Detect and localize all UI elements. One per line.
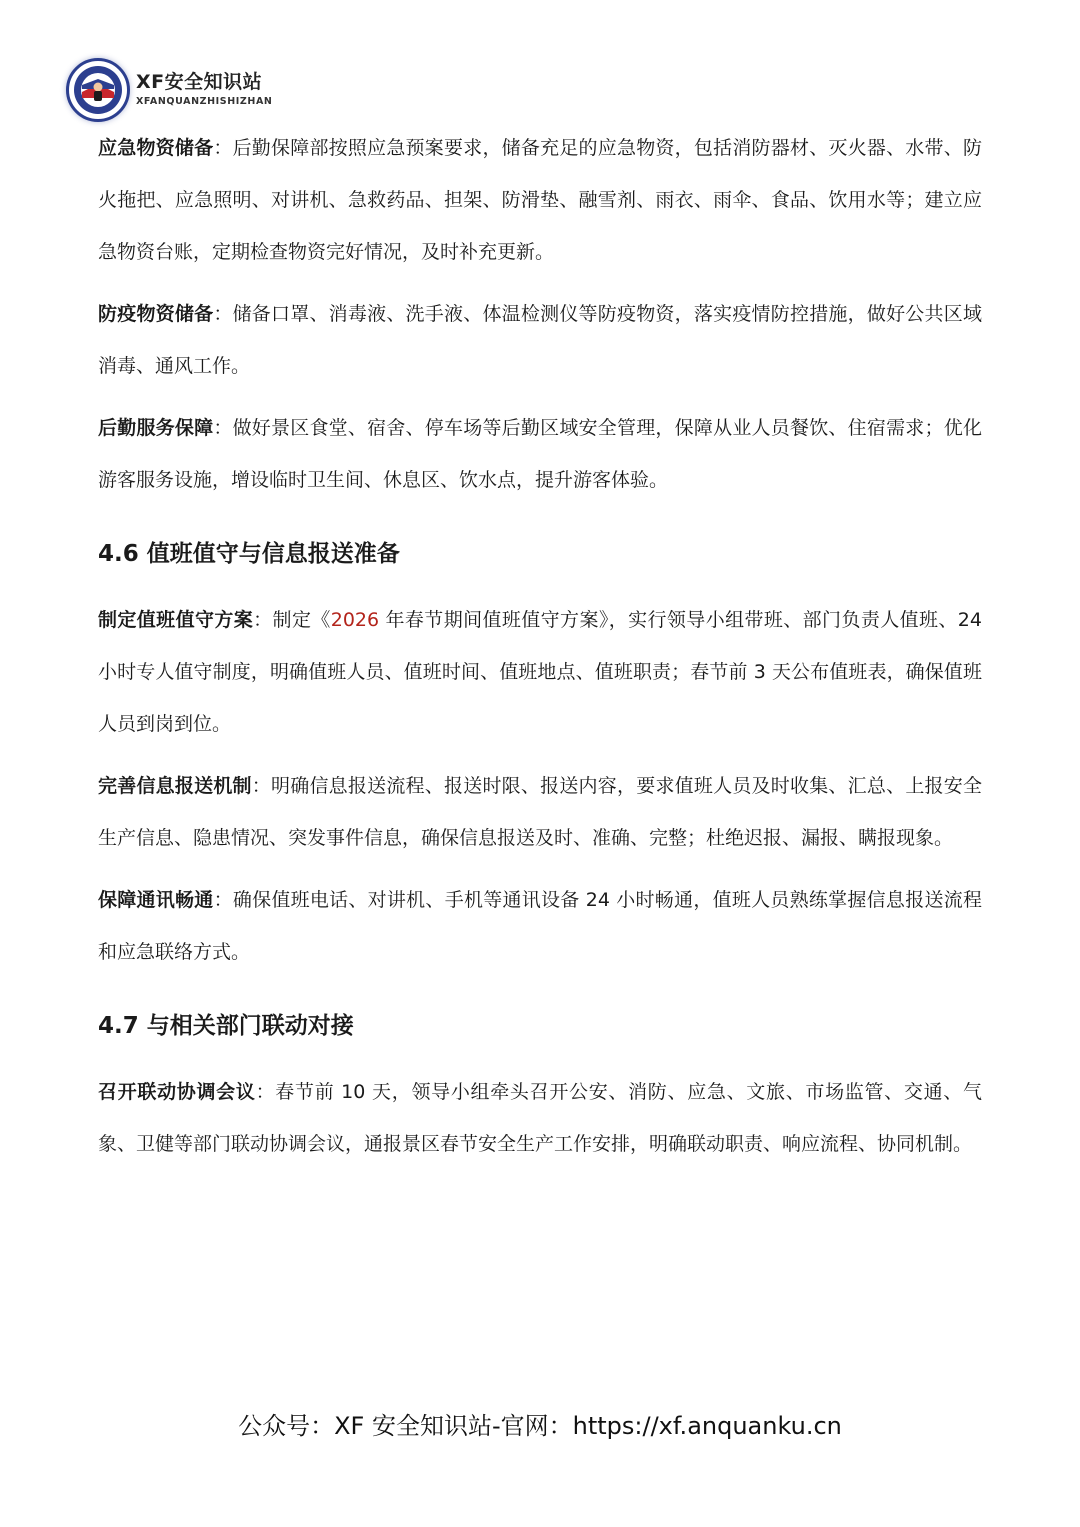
paragraph-emergency-supplies bbox=[98, 122, 982, 278]
site-logo bbox=[66, 58, 272, 122]
paragraph-text: 年春节期间值班值守方案》，实行领导小组带班、部门负责人值班、24 小时专人值守制度，明确值班人员、值班时间、值班地点、值班职责；春节前 3 天公布值班表，确保值班人员到岗到位。 bbox=[98, 609, 982, 735]
term-label: 应急物资储备 bbox=[98, 137, 214, 159]
logo-subtitle: XFANQUANZHISHIZHAN bbox=[136, 96, 273, 108]
section-heading-4-6: 4.6 值班值守与信息报送准备 bbox=[98, 541, 400, 567]
term-separator: ： bbox=[213, 137, 233, 159]
term-label: 完善信息报送机制 bbox=[98, 775, 252, 797]
paragraph-epidemic-supplies bbox=[98, 288, 982, 392]
term-separator: ： bbox=[213, 303, 233, 325]
term-label: 保障通讯畅通 bbox=[98, 889, 214, 911]
term-separator: ： bbox=[255, 1081, 276, 1103]
paragraph-communication bbox=[98, 874, 982, 978]
paragraph-text: 做好景区食堂、宿舍、停车场等后勤区域安全管理，保障从业人员餐饮、住宿需求；优化游客服务设施，增设临时卫生间、休息区、饮水点，提升游客体验。 bbox=[98, 417, 982, 491]
paragraph-logistics-service bbox=[98, 402, 982, 506]
paragraph-text: 储备口罩、消毒液、洗手液、体温检测仪等防疫物资，落实疫情防控措施，做好公共区域消毒、通风工作。 bbox=[98, 303, 982, 377]
logo-text bbox=[136, 73, 272, 107]
section-heading-4-7: 4.7 与相关部门联动对接 bbox=[98, 1013, 354, 1039]
paragraph-duty-plan bbox=[98, 594, 982, 750]
term-label: 后勤服务保障 bbox=[98, 417, 214, 439]
paragraph-text: 确保值班电话、对讲机、手机等通讯设备 24 小时畅通，值班人员熟练掌握信息报送流程和应急联络方式。 bbox=[98, 889, 982, 963]
term-label: 制定值班值守方案 bbox=[98, 609, 254, 631]
paragraph-text-pre: 制定《 bbox=[272, 609, 331, 631]
highlight-year: 2026 bbox=[330, 609, 380, 631]
term-separator: ： bbox=[253, 609, 273, 631]
badge-emblem-icon bbox=[73, 65, 123, 115]
paragraph-text: 后勤保障部按照应急预案要求，储备充足的应急物资，包括消防器材、灭火器、水带、防火拖把、应急照明、对讲机、急救药品、担架、防滑垫、融雪剂、雨衣、雨伞、食品、饮用水等；建立应急物资台账，定期检查物资完好情况，及时补充更新。 bbox=[98, 137, 982, 263]
document-body bbox=[98, 122, 982, 1180]
term-label: 召开联动协调会议 bbox=[98, 1081, 256, 1103]
logo-title: XF安全知识站 bbox=[136, 71, 263, 94]
term-separator: ： bbox=[251, 775, 272, 797]
paragraph-info-reporting bbox=[98, 760, 982, 864]
paragraph-text: 明确信息报送流程、报送时限、报送内容，要求值班人员及时收集、汇总、上报安全生产信息、隐患情况、突发事件信息，确保信息报送及时、准确、完整；杜绝迟报、漏报、瞒报现象。 bbox=[98, 775, 982, 849]
logo-badge-icon bbox=[66, 58, 130, 122]
term-separator: ： bbox=[213, 889, 233, 911]
paragraph-coordination-meeting bbox=[98, 1066, 982, 1170]
term-separator: ： bbox=[213, 417, 233, 439]
term-label: 防疫物资储备 bbox=[98, 303, 214, 325]
paragraph-text: 春节前 10 天，领导小组牵头召开公安、消防、应急、文旅、市场监管、交通、气象、卫健等部门联动协调会议，通报景区春节安全生产工作安排，明确联动职责、响应流程、协同机制。 bbox=[98, 1081, 982, 1155]
footer-text: 公众号：XF 安全知识站-官网：https://xf.anquanku.cn bbox=[238, 1412, 842, 1440]
